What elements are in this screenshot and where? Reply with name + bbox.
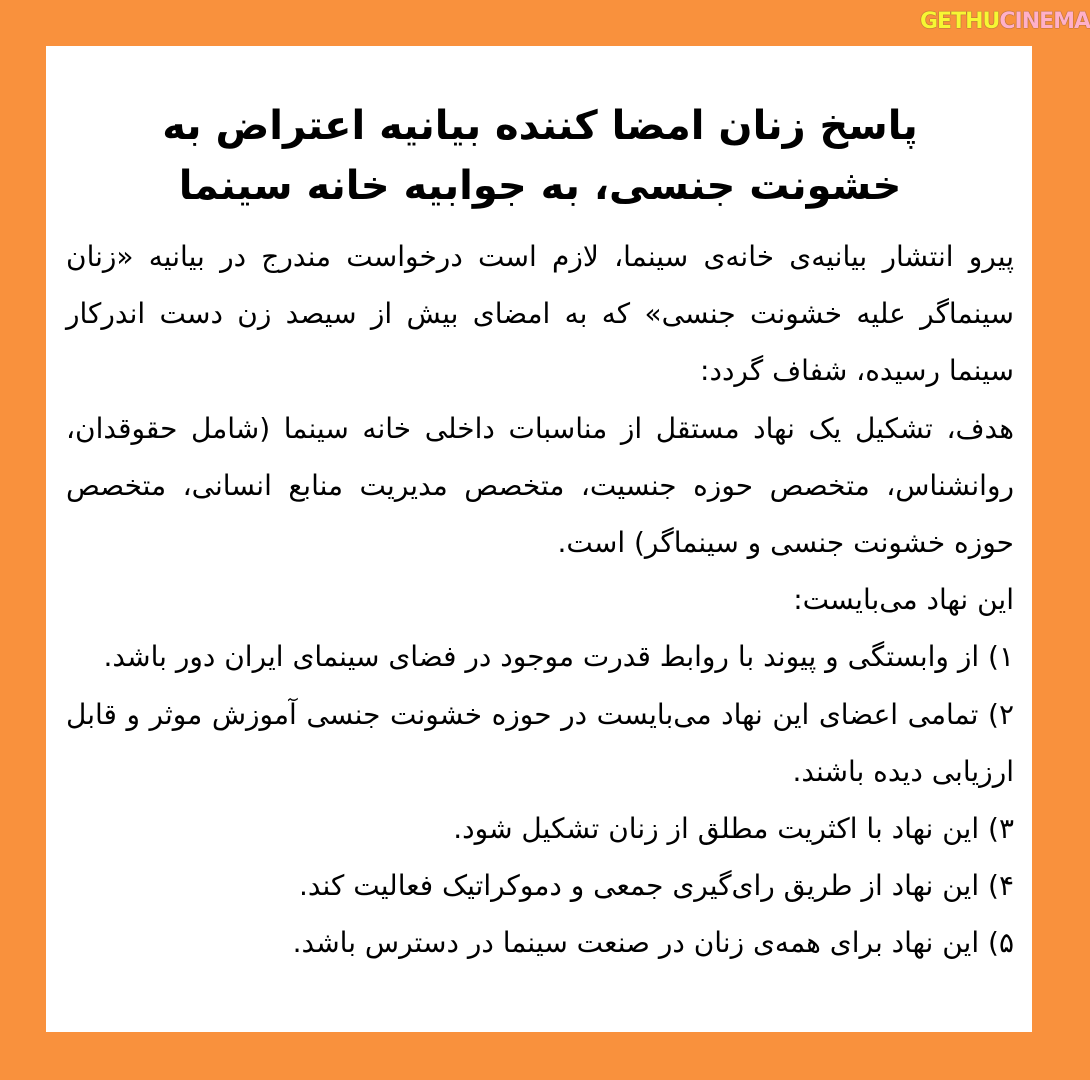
- requirement-item: ۵) این نهاد برای همه‌ی زنان در صنعت سینما در دسترس باشد.: [292, 926, 1014, 960]
- logo-text-gethu: GETHU: [920, 8, 1000, 34]
- requirement-item: ۲) تمامی اعضای این نهاد می‌بایست در حوزه خشونت جنسی آموزش موثر و قابل ارزیابی دیده باشند.: [66, 697, 1014, 788]
- gethu-cinema-logo: [920, 6, 1090, 36]
- document-body: [66, 228, 1014, 972]
- document-title: پاسخ زنان امضا کننده بیانیه اعتراض به خشونت جنسی، به جوابیه خانه سینما: [162, 103, 918, 209]
- requirement-item: ۳) این نهاد با اکثریت مطلق از زنان تشکیل شود.: [453, 812, 1014, 846]
- requirement-item: ۱) از وابستگی و پیوند با روابط قدرت موجود در فضای سینمای ایران دور باشد.: [103, 640, 1014, 674]
- logo-text-cinema: CINEMA: [999, 8, 1090, 34]
- goal-paragraph: هدف، تشکیل یک نهاد مستقل از مناسبات داخلی خانه سینما (شامل حقوقدان، روانشناس، متخصص حوزه جنسیت، متخصص مدیریت منابع انسانی، متخصص حوزه خشونت جنسی و سینماگر) است.: [66, 411, 1014, 560]
- requirement-item: ۴) این نهاد از طریق رای‌گیری جمعی و دموکراتیک فعالیت کند.: [298, 869, 1014, 903]
- intro-paragraph: پیرو انتشار بیانیه‌ی خانه‌ی سینما، لازم است درخواست مندرج در بیانیه «زنان سینماگر علیه خشونت جنسی» که به امضای بیش از سیصد زن دست اندرکار سینما رسیده، شفاف گردد:: [66, 240, 1014, 388]
- requirements-heading: این نهاد می‌بایست:: [793, 583, 1014, 617]
